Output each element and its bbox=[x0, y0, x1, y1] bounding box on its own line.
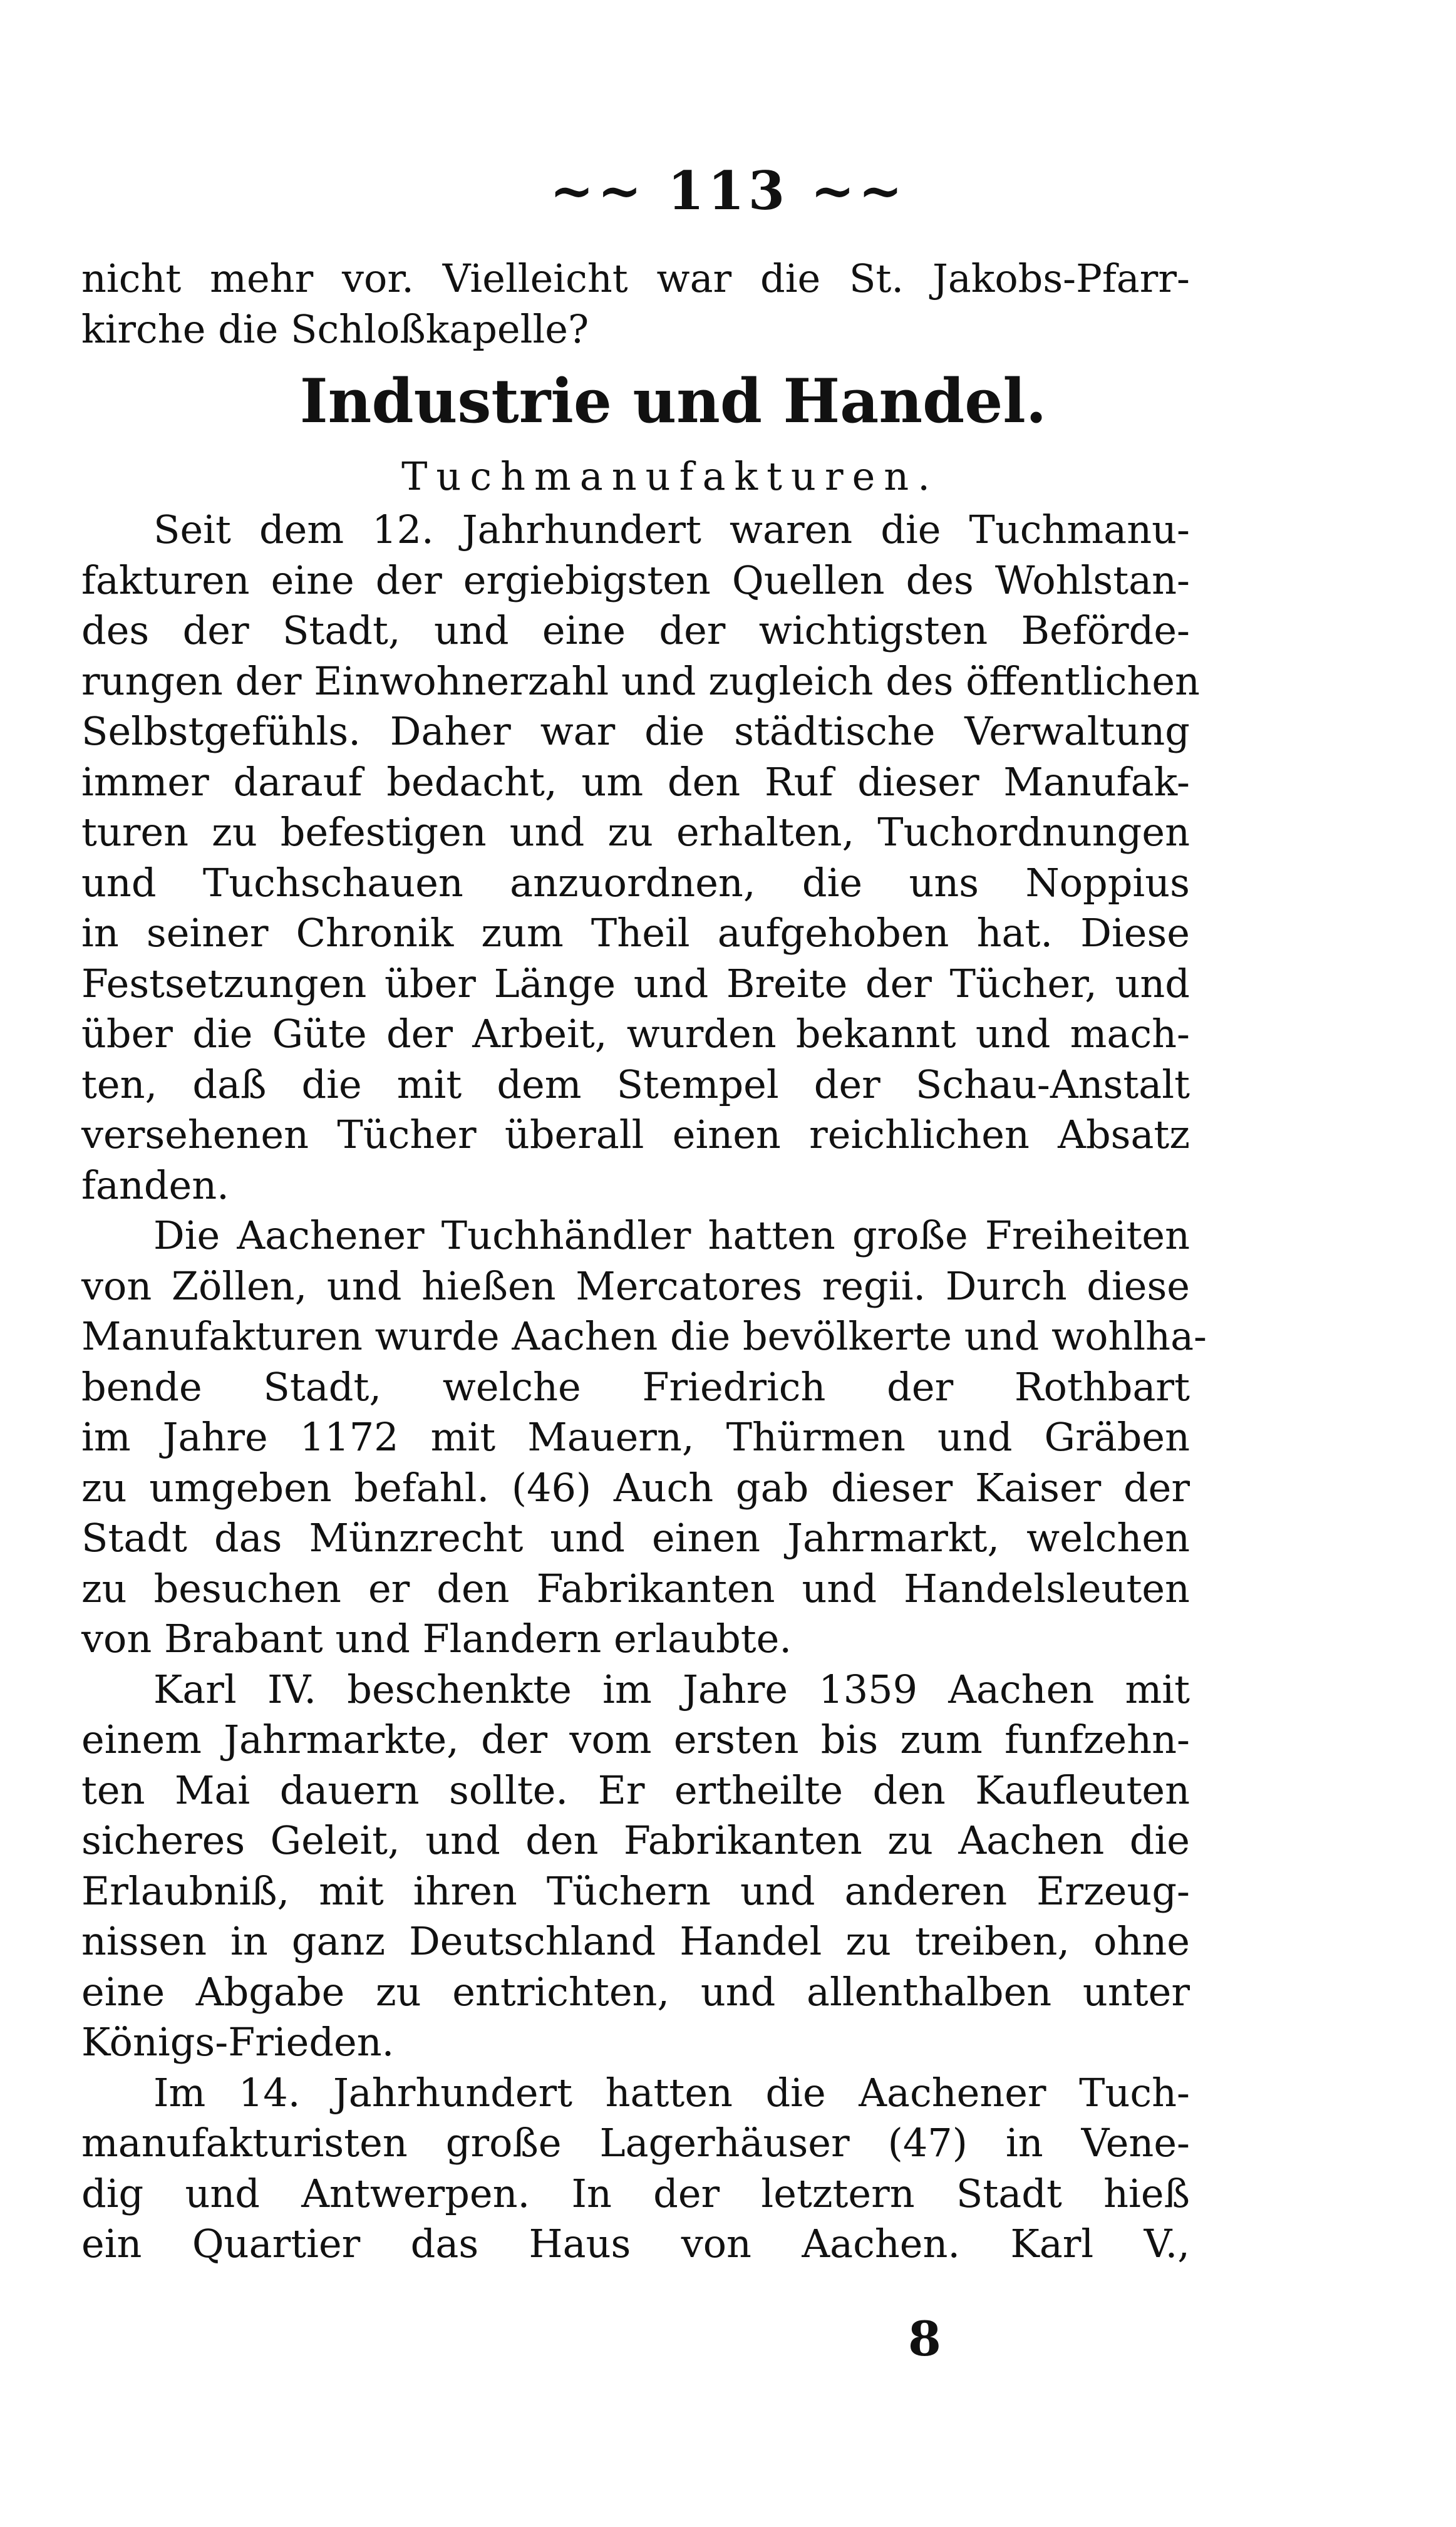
text-line: bende Stadt, welche Friedrich der Rothbart bbox=[81, 1363, 1190, 1410]
text-line: Die Aachener Tuchhändler hatten große Freiheiten bbox=[153, 1212, 1190, 1258]
text-line: Im 14. Jahrhundert hatten die Aachener Tuch- bbox=[153, 2069, 1190, 2116]
text-line: und Tuchschauen anzuordnen, die uns Noppius bbox=[81, 859, 1190, 906]
text-line: von Zöllen, und hießen Mercatores regii. Durch diese bbox=[81, 1263, 1190, 1309]
text-line: Stadt das Münzrecht und einen Jahrmarkt, welchen bbox=[81, 1515, 1190, 1561]
text-line: Erlaubniß, mit ihren Tüchern und anderen Erzeug- bbox=[81, 1868, 1190, 1914]
text-line: ten, daß die mit dem Stempel der Schau-Anstalt bbox=[81, 1061, 1190, 1107]
text-line: ten Mai dauern sollte. Er ertheilte den Kaufleuten bbox=[81, 1767, 1190, 1813]
text-line: Königs-Frieden. bbox=[81, 2019, 395, 2065]
text-line: eine Abgabe zu entrichten, und allenthalben unter bbox=[81, 1968, 1190, 2015]
text-line: Karl IV. beschenkte im Jahre 1359 Aachen mit bbox=[153, 1666, 1190, 1712]
text-line: über die Güte der Arbeit, wurden bekannt und mach- bbox=[81, 1011, 1190, 1057]
text-line: sicheres Geleit, und den Fabrikanten zu Aachen die bbox=[81, 1817, 1190, 1863]
text-line: kirche die Schloßkapelle? bbox=[81, 306, 589, 352]
text-line: nissen in ganz Deutschland Handel zu treiben, ohne bbox=[81, 1918, 1190, 1964]
text-line: einem Jahrmarkte, der vom ersten bis zum funfzehn- bbox=[81, 1717, 1190, 1762]
text-line: zu umgeben befahl. (46) Auch gab dieser Kaiser der bbox=[81, 1464, 1190, 1511]
section-heading: Industrie und Handel. bbox=[299, 366, 1047, 437]
text-line: Festsetzungen über Länge und Breite der Tücher, und bbox=[81, 960, 1190, 1006]
text-line: ein Quartier das Haus von Aachen. Karl V., bbox=[81, 2221, 1190, 2266]
text-line: dig und Antwerpen. In der letztern Stadt hieß bbox=[81, 2170, 1190, 2216]
text-line: zu besuchen er den Fabrikanten und Handelsleuten bbox=[81, 1565, 1190, 1611]
text-line: Seit dem 12. Jahrhundert waren die Tuchmanu- bbox=[153, 507, 1190, 552]
text-line: rungen der Einwohnerzahl und zugleich des öffentlichen bbox=[81, 658, 1200, 704]
text-line: turen zu befestigen und zu erhalten, Tuchordnungen bbox=[81, 809, 1190, 855]
text-line: fakturen eine der ergiebigsten Quellen des Wohlstan- bbox=[81, 557, 1190, 603]
text-line: immer darauf bedacht, um den Ruf dieser Manufak- bbox=[81, 758, 1190, 805]
text-line: Manufakturen wurde Aachen die bevölkerte und wohlha- bbox=[81, 1313, 1207, 1359]
text-line: fanden. bbox=[81, 1162, 229, 1208]
signature-mark: 8 bbox=[908, 2311, 941, 2367]
text-line: des der Stadt, und eine der wichtigsten Beförde- bbox=[81, 607, 1190, 653]
text-line: von Brabant und Flandern erlaubte. bbox=[81, 1616, 792, 1661]
page-number-header: ~~ 113 ~~ bbox=[549, 160, 907, 222]
text-line: manufakturisten große Lagerhäuser (47) in Vene- bbox=[81, 2120, 1190, 2166]
text-line: in seiner Chronik zum Theil aufgehoben hat. Diese bbox=[81, 910, 1190, 956]
text-line: im Jahre 1172 mit Mauern, Thürmen und Gräben bbox=[81, 1414, 1190, 1460]
text-line: versehenen Tücher überall einen reichlichen Absatz bbox=[81, 1112, 1190, 1157]
text-line: nicht mehr vor. Vielleicht war die St. Jakobs-Pfarr- bbox=[81, 256, 1190, 301]
body-text bbox=[81, 254, 1207, 2270]
text-line: Selbstgefühls. Daher war die städtische Verwaltung bbox=[81, 708, 1190, 754]
subheading: Tuchmanufakturen. bbox=[401, 453, 939, 499]
